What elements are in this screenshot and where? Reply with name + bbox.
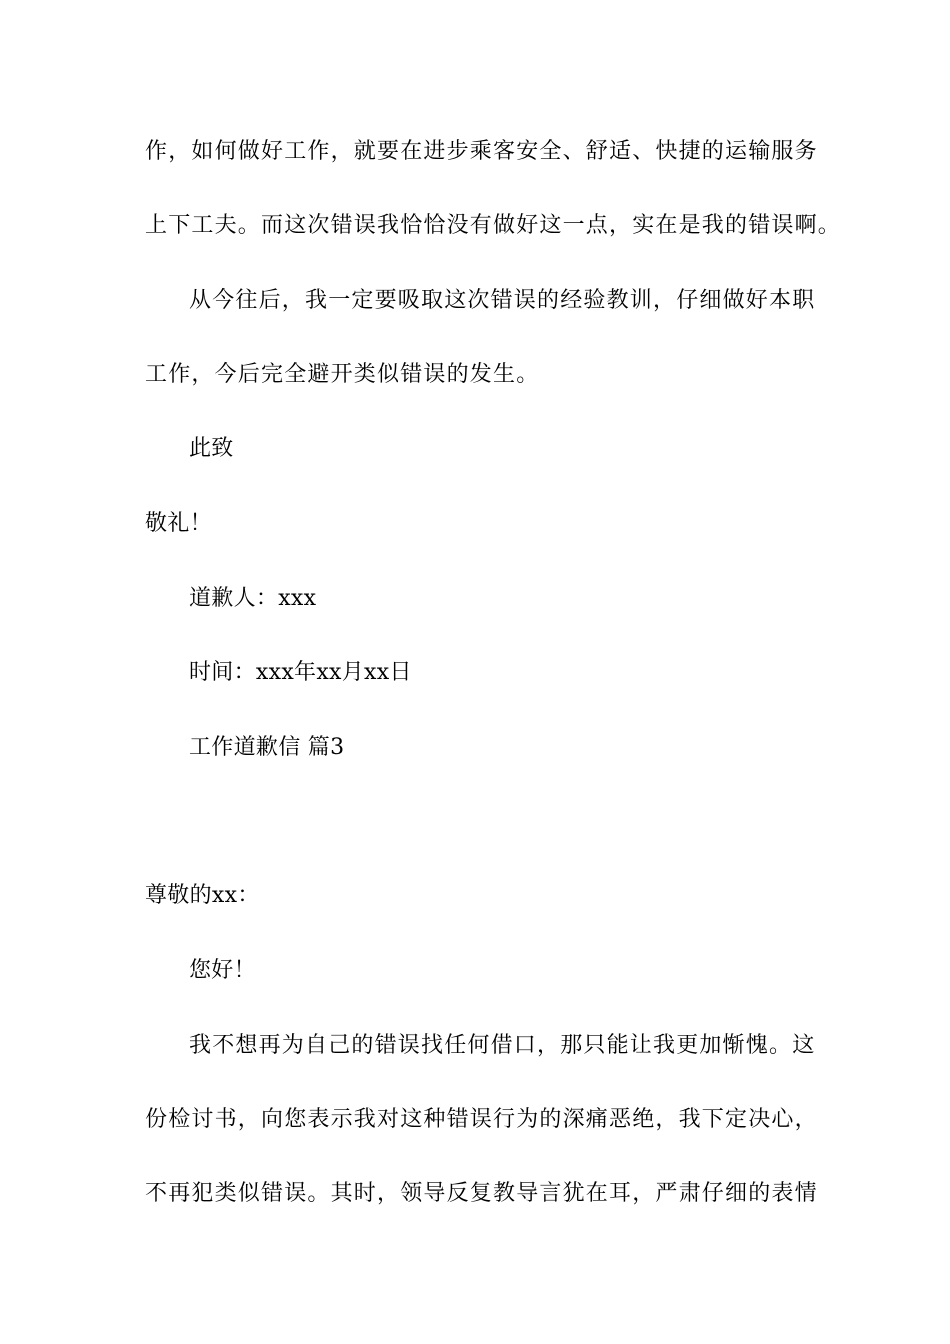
signature-apologizer: 道歉人：xxx <box>189 586 317 611</box>
paragraph-line-7: 不再犯类似错误。其时，领导反复教导言犹在耳，严肃仔细的表情 <box>145 1181 818 1206</box>
closing-regards: 敬礼！ <box>145 511 212 536</box>
signature-date: 时间：xxx年xx月xx日 <box>189 660 412 685</box>
paragraph-line-3: 从今往后，我一定要吸取这次错误的经验教训，仔细做好本职 <box>189 288 816 313</box>
paragraph-line-6: 份检讨书，向您表示我对这种错误行为的深痛恶绝，我下定决心， <box>145 1107 818 1132</box>
section-title: 工作道歉信 篇3 <box>189 735 345 760</box>
paragraph-line-5: 我不想再为自己的错误找任何借口，那只能让我更加惭愧。这 <box>189 1033 816 1058</box>
letter-greeting: 尊敬的xx： <box>145 883 260 908</box>
paragraph-line-1: 作，如何做好工作，就要在进步乘客安全、舒适、快捷的运输服务 <box>145 139 818 164</box>
paragraph-line-2: 上下工夫。而这次错误我恰恰没有做好这一点，实在是我的错误啊。 <box>145 213 842 238</box>
closing-salutation: 此致 <box>189 436 234 461</box>
letter-hello: 您好！ <box>189 958 256 983</box>
paragraph-line-4: 工作，今后完全避开类似错误的发生。 <box>145 362 540 387</box>
